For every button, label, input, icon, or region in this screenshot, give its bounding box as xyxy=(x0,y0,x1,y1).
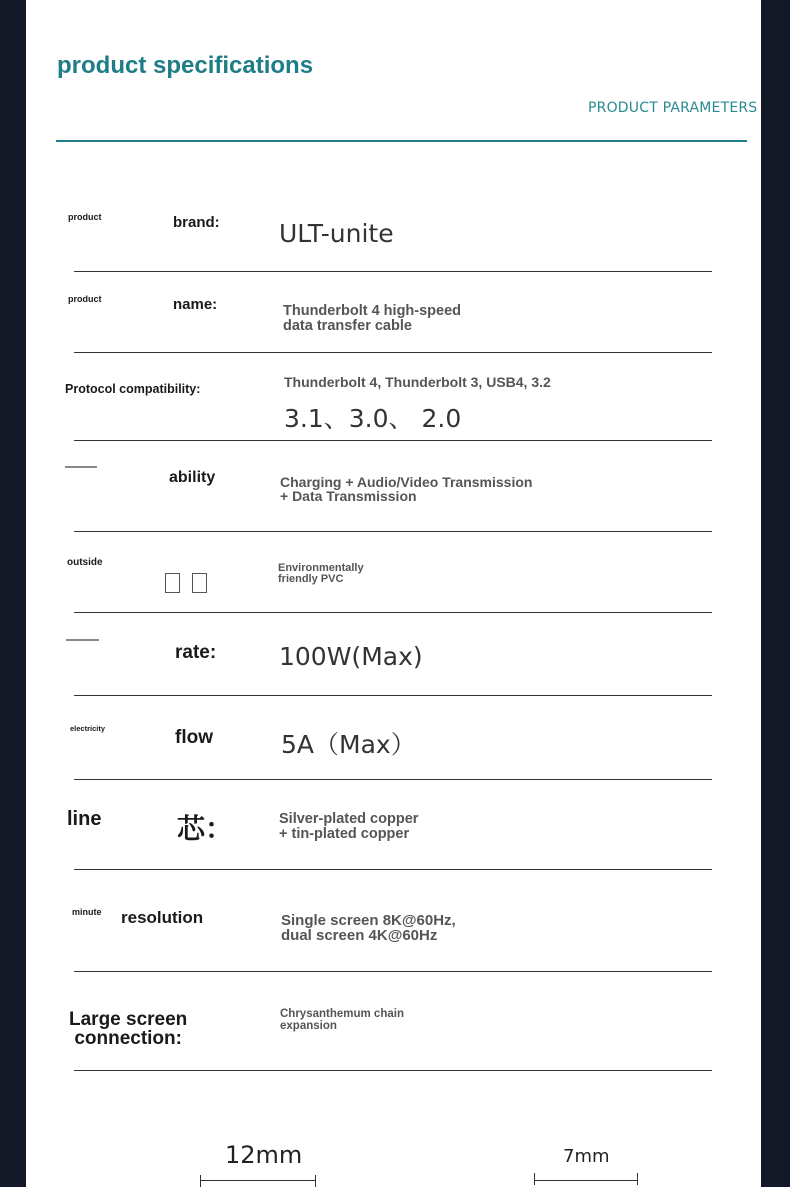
brand-label: brand: xyxy=(173,214,220,231)
large-screen-label: Large screen connection: xyxy=(69,1009,188,1049)
outside-value: Environmentally friendly PVC xyxy=(278,562,364,585)
dimension-left-tick xyxy=(315,1175,316,1187)
row-divider xyxy=(74,352,712,353)
header-divider xyxy=(56,140,747,142)
core-label: line xyxy=(67,808,102,830)
ability-small-mark xyxy=(65,466,97,468)
row-divider xyxy=(74,1070,712,1071)
row-divider xyxy=(74,779,712,780)
row-divider xyxy=(74,695,712,696)
protocol-value-line2: 3.1、3.0、 2.0 xyxy=(284,404,462,433)
brand-value: ULT-unite xyxy=(279,219,394,248)
rate-value: 100W(Max) xyxy=(279,642,423,671)
spec-page xyxy=(26,0,761,1187)
protocol-label: Protocol compatibility: xyxy=(65,382,201,396)
outside-small-label: outside xyxy=(67,557,103,568)
rate-small-mark xyxy=(66,639,99,641)
resolution-small-label: minute xyxy=(72,907,102,917)
row-divider xyxy=(74,440,712,441)
core-value: Silver-plated copper + tin-plated copper xyxy=(279,811,419,842)
core-label-char: 芯： xyxy=(177,812,234,845)
page-title: product specifications xyxy=(57,52,314,79)
rate-label: rate: xyxy=(175,642,217,663)
page-subtitle: PRODUCT PARAMETERS xyxy=(588,100,758,116)
protocol-value-line1: Thunderbolt 4, Thunderbolt 3, USB4, 3.2 xyxy=(284,374,551,390)
large-screen-value: Chrysanthemum chain expansion xyxy=(280,1008,404,1032)
row-divider xyxy=(74,971,712,972)
flow-label: flow xyxy=(175,727,213,748)
dimension-left-label: 12mm xyxy=(225,1141,303,1169)
name-label: name: xyxy=(173,296,218,313)
dimension-right-tick xyxy=(637,1173,638,1185)
row-divider xyxy=(74,531,712,532)
name-small-label: product xyxy=(68,294,102,304)
resolution-label: resolution xyxy=(121,908,204,927)
row-divider xyxy=(74,869,712,870)
dimension-left-tick xyxy=(200,1175,201,1187)
dimension-right-label: 7mm xyxy=(563,1146,610,1167)
ability-value: Charging + Audio/Video Transmission + Data Transmission xyxy=(280,474,533,504)
resolution-value: Single screen 8K@60Hz, dual screen 4K@60Hz xyxy=(281,912,456,944)
row-divider xyxy=(74,271,712,272)
flow-value: 5A（Max） xyxy=(281,730,416,759)
flow-small-label: electricity xyxy=(70,724,106,733)
name-value: Thunderbolt 4 high-speed data transfer cable xyxy=(283,303,462,334)
row-divider xyxy=(74,612,712,613)
missing-glyph-box xyxy=(192,573,207,593)
dimension-right-line xyxy=(534,1180,638,1181)
brand-small-label: product xyxy=(68,212,102,222)
ability-label: ability xyxy=(169,469,216,486)
missing-glyph-box xyxy=(165,573,180,593)
dimension-left-line xyxy=(200,1180,316,1181)
dimension-right-tick xyxy=(534,1173,535,1185)
